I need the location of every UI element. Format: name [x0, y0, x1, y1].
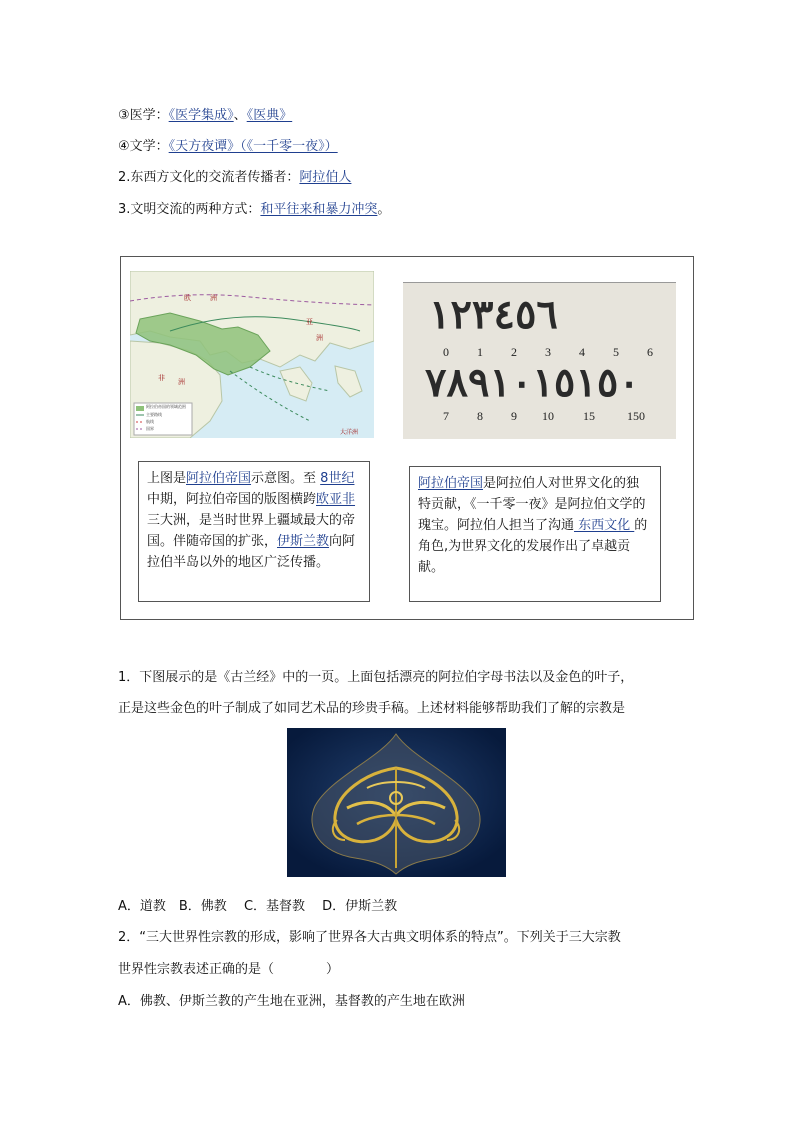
- numeral: 5: [613, 345, 619, 359]
- caption-text: 上图是: [147, 471, 187, 486]
- book-link-medical-collection[interactable]: 《医学集成》: [168, 108, 234, 123]
- list-item-exchange: [118, 166, 351, 185]
- numeral: 2: [511, 345, 517, 359]
- caption-link-empire[interactable]: 阿拉伯帝国: [418, 476, 484, 491]
- golden-leaf-quran-image: [287, 728, 506, 877]
- map-legend-routes: 主要路线: [146, 412, 162, 417]
- question-1-line-1: 1．下图展示的是《古兰经》中的一页。上面包括漂亮的阿拉伯字母书法以及金色的叶子，: [118, 670, 634, 685]
- item-prefix: 2.东西方文化的交流者传播者：: [118, 170, 300, 185]
- map-label-africa-2: 洲: [178, 378, 185, 386]
- arabic-numerals-image: [403, 282, 676, 439]
- numeral: 9: [511, 409, 517, 423]
- map-legend-sea: 航线: [146, 419, 154, 424]
- item-prefix: ④文学：: [118, 139, 169, 154]
- arabic-numerals-bottom: ٧٨٩١٠١٥١٥٠: [425, 359, 640, 406]
- numeral: 10: [542, 409, 554, 423]
- caption-text: 是阿拉伯人对世界文化的独特贡献，《一千零一夜》是阿拉伯文学的瑰宝。阿拉伯人担当了沟通: [418, 476, 646, 533]
- caption-map: [138, 461, 370, 602]
- map-legend-title: 阿拉伯帝国的领域范围: [146, 404, 186, 409]
- caption-text: 中期，阿拉伯帝国的版图横跨: [147, 492, 317, 507]
- question-2-line-1: 2．“三大世界性宗教的形成，影响了世界各大古典文明体系的特点”。下列关于三大宗教: [118, 930, 621, 945]
- item-suffix: 。: [377, 202, 391, 217]
- item-prefix: 3.文明交流的两种方式：: [118, 202, 261, 217]
- numeral: 7: [443, 409, 449, 423]
- caption-text: 三大洲，是当时世界上疆域最大的帝国。伴随帝国的扩张，: [147, 513, 356, 549]
- item-prefix: ③医学：: [118, 108, 169, 123]
- book-link-arabian-nights[interactable]: 《天方夜谭》（《一千零一夜》）: [168, 139, 338, 154]
- caption-numerals: [409, 466, 661, 602]
- question-2-line-2: 世界性宗教表述正确的是（ ）: [118, 962, 340, 977]
- numeral: 1: [477, 345, 483, 359]
- numeral: 8: [477, 409, 483, 423]
- numeral: 0: [443, 345, 449, 359]
- answer-link-arabs[interactable]: 阿拉伯人: [299, 170, 352, 185]
- map-label-asia-2: 洲: [316, 334, 323, 342]
- numeral: 6: [647, 345, 653, 359]
- map-legend-border: 国界: [146, 426, 154, 431]
- leaf-drawing: [287, 728, 506, 877]
- caption-text: 的角色,为世界文化的发展作出了卓越贡献。: [418, 518, 648, 575]
- map-label-europe: 欧: [184, 294, 191, 302]
- numeral: 150: [627, 409, 645, 423]
- answer-link-methods[interactable]: 和平往来和暴力冲突: [260, 202, 378, 217]
- caption-link-islam[interactable]: 伊斯兰教: [277, 534, 330, 549]
- separator: 、: [233, 108, 247, 123]
- list-item-methods: [118, 198, 390, 217]
- western-numerals-top: [429, 345, 667, 360]
- numeral: 3: [545, 345, 551, 359]
- caption-text: 向阿拉伯半岛以外的地区广泛传播。: [147, 534, 356, 570]
- caption-link-empire[interactable]: 阿拉伯帝国: [186, 471, 252, 486]
- question-1-options: A．道教 B．佛教 C．基督教 D．伊斯兰教: [118, 899, 398, 914]
- arabic-numerals-top: ١٢٣٤٥٦: [429, 291, 558, 338]
- map-drawing: [130, 271, 374, 438]
- list-item-literature: [118, 135, 338, 154]
- arab-empire-map: [130, 271, 374, 438]
- question-2-option-a: A．佛教、伊斯兰教的产生地在亚洲，基督教的产生地在欧洲: [118, 994, 465, 1009]
- numeral: 4: [579, 345, 585, 359]
- caption-link-east-west[interactable]: 东西文化: [574, 518, 635, 533]
- numeral: 15: [583, 409, 595, 423]
- map-label-oceania: 大洋洲: [340, 429, 359, 436]
- map-label-europe-2: 洲: [210, 294, 217, 302]
- map-label-africa: 非: [158, 374, 165, 382]
- caption-link-continents[interactable]: 欧亚非: [316, 492, 356, 507]
- question-1-line-2: 正是这些金色的叶子制成了如同艺术品的珍贵手稿。上述材料能够帮助我们了解的宗教是: [118, 701, 626, 716]
- list-item-medicine: [118, 104, 292, 123]
- caption-text: 示意图。至: [251, 471, 321, 486]
- western-numerals-bottom: [429, 409, 659, 424]
- map-label-asia: 亚: [306, 318, 313, 326]
- book-link-canon[interactable]: 《医典》: [246, 108, 293, 123]
- caption-link-century[interactable]: 8世纪: [320, 471, 355, 486]
